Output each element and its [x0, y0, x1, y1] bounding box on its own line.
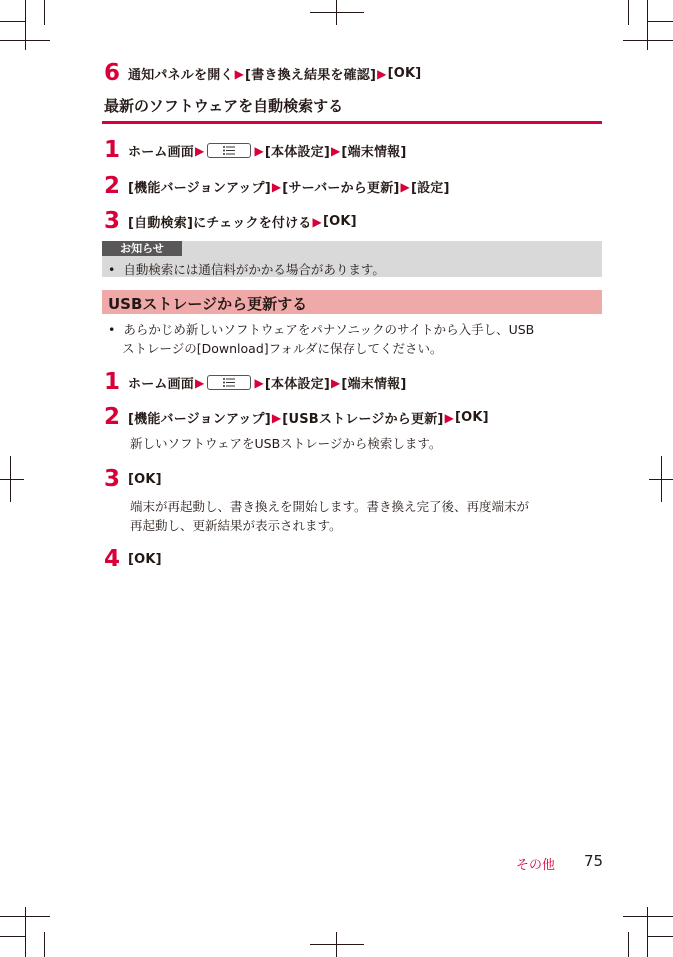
step-text: [書き換え結果を確認]: [245, 68, 377, 83]
arrow-icon: ▶: [400, 179, 410, 194]
step-description: 新しいソフトウェアをUSBストレージから検索します。: [130, 436, 442, 451]
page-number: 75: [584, 852, 604, 870]
step-description: 端末が再起動し、書き換えを開始します。書き換え完了後、再度端末が: [130, 499, 530, 514]
step-number: 3: [104, 466, 121, 492]
step-2: [104, 406, 489, 429]
step-text: [OK]: [387, 66, 422, 81]
step-text: [機能バージョンアップ]: [128, 412, 271, 427]
step-text: [OK]: [128, 552, 162, 567]
bullet-text: あらかじめ新しいソフトウェアをパナソニックのサイトから入手し、USB: [123, 322, 535, 337]
step-description: 再起動し、更新結果が表示されます。: [130, 518, 342, 533]
step-1: [104, 371, 407, 394]
section-heading: USBストレージから更新する: [108, 295, 308, 313]
section-heading: 最新のソフトウェアを自動検索する: [104, 97, 344, 115]
footer-section-label: その他: [516, 858, 556, 873]
bullet-icon: •: [108, 262, 124, 277]
note-item: [108, 260, 385, 278]
bullet-text-cont: ストレージの[Download]フォルダに保存してください。: [122, 341, 443, 356]
step-number: 2: [104, 404, 121, 430]
step-text: [端末情報]: [341, 377, 407, 392]
step-text: 通知パネルを開く: [128, 68, 234, 83]
step-number: 1: [104, 137, 121, 163]
arrow-icon: ▶: [271, 179, 282, 194]
step-number: 2: [104, 173, 121, 199]
bullet-item: [108, 320, 534, 339]
arrow-icon: ▶: [330, 143, 341, 158]
step-6: [104, 62, 421, 85]
step-text: [自動検索]にチェックを付ける: [128, 216, 312, 231]
heading-rule: [102, 121, 602, 124]
step-text: [本体設定]: [264, 377, 330, 392]
arrow-icon: ▶: [271, 410, 282, 425]
arrow-icon: ▶: [330, 375, 341, 390]
arrow-icon: ▶: [254, 143, 264, 158]
step-3: [104, 468, 162, 491]
step-number: 3: [104, 208, 121, 234]
arrow-icon: ▶: [444, 410, 454, 425]
step-text: [OK]: [128, 472, 162, 487]
menu-key-icon: [207, 375, 251, 390]
step-number: 6: [104, 60, 121, 86]
step-number: 1: [104, 369, 121, 395]
step-text: ホーム画面: [128, 145, 195, 160]
menu-key-icon: [207, 143, 251, 158]
step-3: [104, 210, 357, 233]
step-text: [サーバーから更新]: [282, 181, 400, 196]
note-text: 自動検索には通信料がかかる場合があります。: [123, 262, 385, 277]
step-text: [端末情報]: [341, 145, 407, 160]
bullet-icon: •: [108, 322, 124, 337]
step-text: ホーム画面: [128, 377, 195, 392]
step-text: [本体設定]: [264, 145, 330, 160]
arrow-icon: ▶: [254, 375, 264, 390]
arrow-icon: ▶: [312, 214, 322, 229]
step-1: [104, 139, 407, 162]
step-text: [USBストレージから更新]: [282, 412, 444, 427]
arrow-icon: ▶: [377, 66, 387, 81]
arrow-icon: ▶: [234, 66, 245, 81]
note-tab: お知らせ: [102, 241, 182, 256]
step-text: [機能バージョンアップ]: [128, 181, 271, 196]
step-text: [設定]: [410, 181, 450, 196]
step-2: [104, 175, 450, 198]
arrow-icon: ▶: [195, 375, 205, 390]
step-number: 4: [104, 546, 121, 572]
step-text: [OK]: [455, 410, 489, 425]
step-text: [OK]: [322, 214, 357, 229]
arrow-icon: ▶: [195, 143, 205, 158]
step-4: [104, 548, 162, 571]
